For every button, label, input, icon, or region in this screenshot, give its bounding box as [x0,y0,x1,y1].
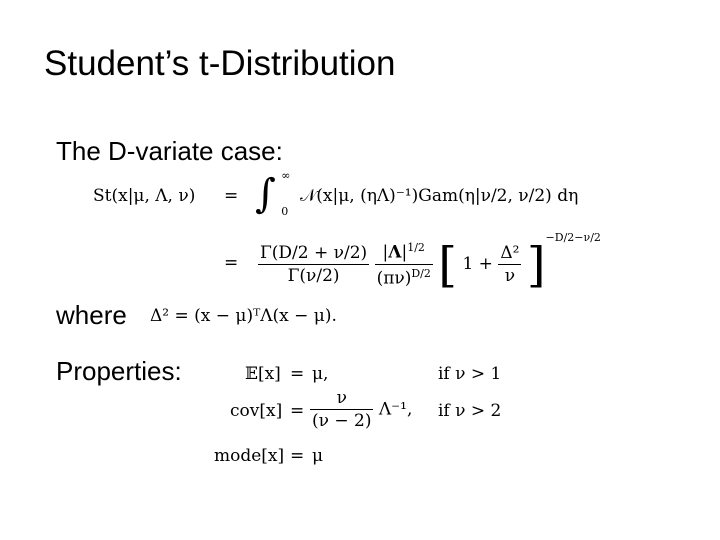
where-label: where [56,300,127,330]
gamma-denominator: Γ(ν/2) [287,265,340,286]
integral-lower-limit: 0 [281,205,289,219]
det-fraction [375,242,433,287]
equals-sign-mean: = [290,364,305,384]
equals-sign-mode: = [290,446,305,466]
det-numerator: $|\Lambda|^{1/2}$ [375,242,433,265]
integral-limits [281,170,290,218]
mode-lhs: mode[x] [214,446,285,466]
equation-2-rhs [258,231,601,293]
cov-lhs: cov[x] [230,401,283,421]
properties-label: Properties: [56,356,182,386]
slide-title: Student’s t-Distribution [44,44,396,83]
cov-condition: if ν > 2 [438,401,502,421]
mode-rhs: μ [312,446,324,466]
integral-symbol: ∫ [255,171,276,218]
right-bracket: ] [526,236,546,293]
cov-fraction [310,390,373,430]
cov-tail: Λ⁻¹, [378,399,413,420]
equals-sign-2: = [224,253,239,273]
gamma-numerator: Γ(D/2 + ν/2) [260,242,368,263]
mean-condition: if ν > 1 [438,364,502,384]
equation-st-lhs: St(x|μ, Λ, ν) [93,186,196,206]
cov-denominator: (ν − 2) [312,411,372,431]
equation-integral [255,170,290,218]
cov-rhs [310,390,412,430]
equation-1-rhs: 𝒩(x|μ, (ηΛ)⁻¹)Gam(η|ν/2, ν/2) dη [300,186,579,206]
delta-numerator: Δ² [500,242,520,263]
equals-sign-cov: = [290,401,305,421]
left-bracket: [ [438,236,458,293]
mean-lhs: 𝔼[x] [245,364,281,384]
subtitle: The D-variate case: [56,136,283,166]
det-denominator: $(\pi\nu)^{D/2}$ [376,266,431,289]
delta-fraction [498,242,521,286]
bracket-lead: 1 + [462,254,493,274]
exponent: −D/2−ν/2 [545,231,601,244]
gamma-fraction [258,242,369,286]
cov-numerator: ν [310,390,373,410]
mean-rhs: μ, [312,364,329,384]
equals-sign-1: = [224,186,239,206]
delta-denominator: ν [504,265,516,286]
delta-definition: Δ² = (x − μ)ᵀΛ(x − μ). [150,306,337,326]
integral-upper-limit: ∞ [281,169,291,182]
